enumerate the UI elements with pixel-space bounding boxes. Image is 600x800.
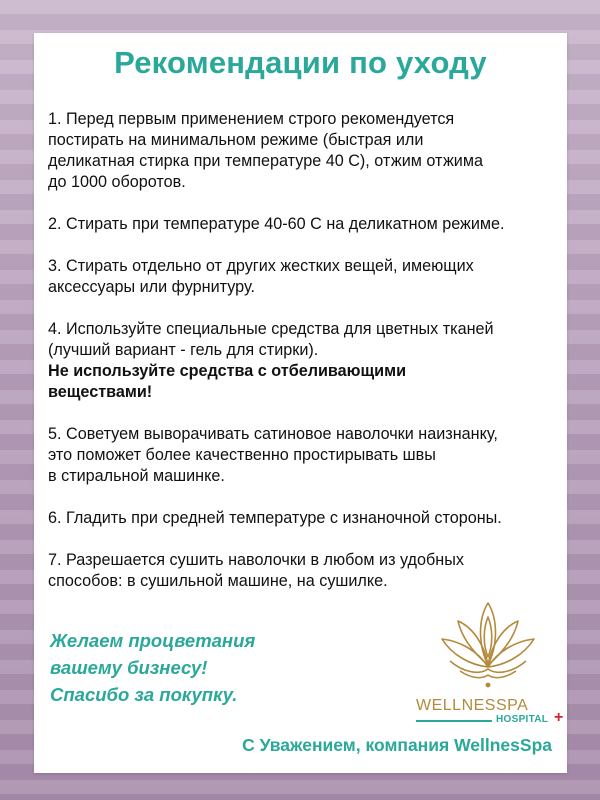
care-item-4 <box>48 319 563 403</box>
item-line: постирать на минимальном режиме (быстрая или <box>48 131 424 149</box>
care-item-1 <box>48 109 563 193</box>
care-item-2 <box>48 214 563 235</box>
item-line: деликатная стирка при температуре 40 С), отжим отжима <box>48 152 483 170</box>
item-line: 4. Используйте специальные средства для цветных тканей <box>48 320 494 338</box>
item-line: 2. Стирать при температуре 40-60 С на деликатном режиме. <box>48 215 505 233</box>
wellnesspa-logo <box>412 593 562 733</box>
item-line: 1. Перед первым применением строго рекомендуется <box>48 110 455 128</box>
wish-line: Желаем процветания <box>50 630 256 651</box>
item-line: это поможет более качественно простирывать швы <box>48 446 436 464</box>
care-instructions-card <box>34 33 567 773</box>
care-item-5 <box>48 424 563 487</box>
care-item-7 <box>48 550 563 592</box>
wishes-block <box>50 627 255 708</box>
care-item-3 <box>48 256 563 298</box>
logo-subtitle: HOSPITAL <box>496 714 549 725</box>
page-title: Рекомендации по уходу <box>114 45 487 80</box>
item-line: 6. Гладить при средней температуре с изнаночной стороны. <box>48 509 502 527</box>
item-line: в стиральной машинке. <box>48 467 225 485</box>
signature: С Уважением, компания WellnesSpa <box>242 735 552 755</box>
wish-line: вашему бизнесу! <box>50 657 208 678</box>
bleach-warning-line: Не используйте средства с отбеливающими <box>48 362 407 380</box>
item-line: 3. Стирать отдельно от других жестких вещей, имеющих <box>48 257 474 275</box>
logo-divider <box>416 720 492 722</box>
item-line: (лучший вариант - гель для стирки). <box>48 341 319 359</box>
wish-line: Спасибо за покупку. <box>50 684 238 705</box>
medical-cross-icon: + <box>554 709 564 726</box>
item-line: 5. Советуем выворачивать сатиновое наволочки наизнанку, <box>48 425 498 443</box>
logo-brand-name: WELLNESSPA <box>416 697 529 714</box>
care-list <box>48 109 563 613</box>
item-line: аксессуары или фурнитуру. <box>48 278 255 296</box>
item-line: до 1000 оборотов. <box>48 173 186 191</box>
lotus-icon <box>434 599 542 691</box>
item-line: 7. Разрешается сушить наволочки в любом из удобных <box>48 551 464 569</box>
bleach-warning-line: веществами! <box>48 383 153 401</box>
item-line: способов: в сушильной машине, на сушилке. <box>48 572 388 590</box>
care-item-6 <box>48 508 563 529</box>
